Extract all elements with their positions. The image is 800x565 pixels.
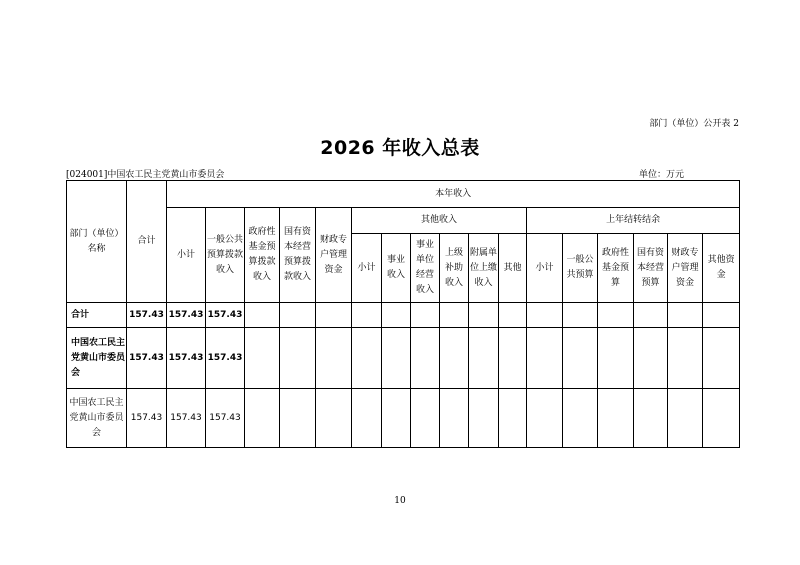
table-row bbox=[67, 328, 740, 389]
header-carry-fiscal-special: 财政专户管理资金 bbox=[668, 234, 703, 303]
row-subtotal: 157.43 bbox=[167, 389, 206, 448]
revenue-table bbox=[66, 180, 740, 448]
page-title: 2026 年收入总表 bbox=[320, 137, 480, 159]
header-superior-subsidy: 上级补助收入 bbox=[440, 234, 469, 303]
header-carry-gov-fund: 政府性基金预算 bbox=[598, 234, 634, 303]
header-current-year: 本年收入 bbox=[167, 181, 740, 208]
header-business-income: 事业收入 bbox=[382, 234, 411, 303]
page-number: 10 bbox=[394, 496, 406, 506]
row-total: 157.43 bbox=[127, 389, 167, 448]
header-dept-name: 部门（单位）名称 bbox=[67, 181, 127, 303]
header-fiscal-special: 财政专户管理资金 bbox=[316, 208, 352, 303]
table-row bbox=[67, 389, 740, 448]
header-other-income: 其他收入 bbox=[352, 208, 527, 234]
header-carry-subtotal: 小计 bbox=[527, 234, 563, 303]
department-label: [024001]中国农工民主党黄山市委员会 bbox=[66, 170, 225, 180]
unit-label: 单位：万元 bbox=[639, 170, 685, 180]
row-general: 157.43 bbox=[206, 389, 245, 448]
header-carry-other: 其他资金 bbox=[703, 234, 740, 303]
header-business-operation: 事业单位经营收入 bbox=[411, 234, 440, 303]
header-subtotal: 小计 bbox=[167, 208, 206, 303]
row-total: 157.43 bbox=[127, 328, 167, 389]
header-gov-fund: 政府性基金预算拨款收入 bbox=[245, 208, 280, 303]
header-other-subtotal: 小计 bbox=[352, 234, 382, 303]
row-subtotal: 157.43 bbox=[167, 303, 206, 328]
header-general-budget: 一般公共预算拨款收入 bbox=[206, 208, 245, 303]
row-total: 157.43 bbox=[127, 303, 167, 328]
header-state-capital: 国有资本经营预算拨款收入 bbox=[280, 208, 316, 303]
header-carryover: 上年结转结余 bbox=[527, 208, 740, 234]
header-carry-state-capital: 国有资本经营预算 bbox=[634, 234, 668, 303]
row-name: 中国农工民主党黄山市委员会 bbox=[67, 389, 127, 448]
header-carry-general: 一般公共预算 bbox=[563, 234, 598, 303]
header-other: 其他 bbox=[499, 234, 527, 303]
header-affiliated-remit: 附属单位上缴收入 bbox=[469, 234, 499, 303]
row-subtotal: 157.43 bbox=[167, 328, 206, 389]
row-name: 中国农工民主党黄山市委员会 bbox=[67, 328, 127, 389]
row-general: 157.43 bbox=[206, 303, 245, 328]
table-row bbox=[67, 303, 740, 328]
form-code: 部门（单位）公开表 2 bbox=[649, 119, 739, 129]
row-name: 合计 bbox=[67, 303, 127, 328]
row-general: 157.43 bbox=[206, 328, 245, 389]
header-total: 合计 bbox=[127, 181, 167, 303]
